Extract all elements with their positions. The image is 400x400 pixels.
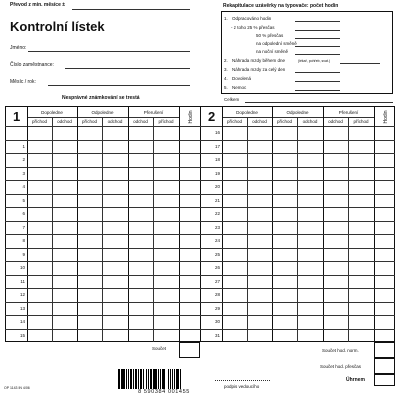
col-line (153, 117, 154, 342)
sum-label: Součet (152, 346, 167, 351)
row-number: 3 (22, 170, 25, 176)
sub-label: odchod (302, 119, 318, 124)
row-number: 31 (214, 332, 220, 338)
signature-line (215, 380, 270, 381)
row-line (200, 140, 395, 141)
table-divider (200, 106, 201, 342)
recap-item-2-note: (lékař, pohřeb, svat.) (298, 59, 331, 63)
group-line (222, 117, 374, 118)
row-number: 17 (214, 143, 220, 149)
row-number: 20 (214, 184, 220, 190)
row-line (200, 234, 395, 235)
page-title: Kontrolní lístek (10, 19, 105, 34)
recap-item-3: Náhrada mzdy za celý den (232, 67, 286, 72)
row-line (5, 234, 200, 235)
left-group-morning: Dopoledne (41, 110, 63, 115)
row-number: 7 (22, 224, 25, 230)
row-line (5, 153, 200, 154)
row-line (200, 221, 395, 222)
recap-item-1: Odpracováno hodin (232, 16, 272, 21)
row-line (200, 275, 395, 276)
employee-number-line (65, 68, 190, 69)
row-number: 10 (19, 265, 25, 271)
row-line (5, 167, 200, 168)
col-line (179, 106, 180, 358)
recap-item-25: - z toho 25 % přesčas (231, 25, 275, 30)
row-line (5, 207, 200, 208)
row-number: 13 (19, 305, 25, 311)
row-line (200, 329, 395, 330)
sum-box (179, 342, 200, 358)
recap-line (295, 81, 340, 82)
month-year-line (48, 85, 190, 86)
row-number: 4 (22, 184, 25, 190)
sum-norm-box (374, 342, 395, 358)
recap-line (295, 54, 340, 55)
grand-total-label: Úhrnem (346, 377, 365, 383)
sub-label: příchod (81, 119, 97, 124)
row-line (5, 261, 200, 262)
recap-item-2-no: 2. (224, 58, 228, 63)
recap-line (295, 21, 340, 22)
name-line (28, 51, 190, 52)
sub-label: příchod (31, 119, 47, 124)
left-hours-header: Hodin (188, 110, 194, 124)
recap-item-2: Náhrada mzdy během dne (232, 58, 286, 63)
recap-item-50: 50 % přesčas (256, 33, 284, 38)
sub-label: příchod (226, 119, 242, 124)
recap-item-4-no: 4. (224, 76, 228, 81)
right-group-afternoon: Odpoledne (286, 110, 309, 115)
sub-label: odchod (57, 119, 72, 124)
sub-label: odchod (107, 119, 123, 124)
row-line (200, 153, 395, 154)
col-line (77, 106, 78, 342)
right-group-morning: Dopoledne (236, 110, 258, 115)
sum-norm-label: Součet hod. norm. (322, 348, 359, 353)
sub-label: odchod (252, 119, 267, 124)
recap-line (295, 90, 340, 91)
row-line (200, 261, 395, 262)
recap-line (295, 38, 340, 39)
col-line (27, 106, 28, 342)
employee-number-label: Číslo zaměstnance: (10, 62, 54, 68)
col-line (52, 117, 53, 342)
row-line (5, 194, 200, 195)
left-group-afternoon: Odpoledne (91, 110, 114, 115)
row-number: 6 (22, 211, 25, 217)
row-number: 1 (22, 143, 25, 149)
block-2-number: 2 (208, 109, 216, 124)
row-number: 8 (22, 238, 25, 244)
header-bottom-line (5, 126, 395, 127)
row-line (5, 140, 200, 141)
row-number: 28 (214, 292, 220, 298)
group-line (27, 117, 179, 118)
row-number: 16 (214, 130, 220, 136)
recap-item-3-no: 3. (224, 67, 228, 72)
col-line (272, 106, 273, 342)
col-line (128, 106, 129, 342)
sub-label: příchod (353, 119, 369, 124)
row-number: 9 (22, 251, 25, 257)
row-number: 18 (214, 157, 220, 163)
row-number: 19 (214, 170, 220, 176)
row-number: 29 (214, 305, 220, 311)
incorrect-note: Nesprávné známkování se trestá (62, 95, 140, 101)
col-line (374, 106, 375, 342)
row-number: 21 (214, 197, 220, 203)
recap-line (340, 63, 380, 64)
col-line (102, 117, 103, 342)
row-line (5, 221, 200, 222)
sub-label: příchod (276, 119, 292, 124)
recap-total-line (245, 102, 393, 103)
col-line (222, 106, 223, 342)
row-number: 27 (214, 278, 220, 284)
block-1-number: 1 (13, 109, 21, 124)
signature-label: podpis vedoucího (224, 384, 260, 389)
col-line (348, 117, 349, 342)
recap-line (295, 72, 340, 73)
row-number: 24 (214, 238, 220, 244)
grand-total-box (374, 374, 395, 386)
row-line (5, 275, 200, 276)
barcode-bar (181, 369, 183, 389)
row-number: 11 (20, 278, 25, 284)
row-number: 26 (214, 265, 220, 271)
row-line (5, 302, 200, 303)
month-year-label: Měsíc / rok: (10, 79, 36, 85)
recap-item-afternoon: na odpolední směně (256, 41, 297, 46)
barcode (118, 369, 210, 389)
sum-over-label: Součet hod. přesčas (320, 364, 362, 369)
recap-item-1-no: 1. (224, 16, 228, 21)
row-line (200, 288, 395, 289)
name-label: Jméno: (10, 45, 27, 51)
row-number: 25 (214, 251, 220, 257)
recap-title: Rekapitulace uzávěrky na typovače: počet hodin (223, 3, 339, 9)
row-number: 2 (22, 157, 25, 163)
row-line (200, 302, 395, 303)
row-line (5, 329, 200, 330)
row-number: 22 (214, 211, 220, 217)
row-line (5, 288, 200, 289)
recap-item-4: Dovolená (232, 76, 252, 81)
row-line (5, 248, 200, 249)
row-line (5, 315, 200, 316)
left-group-break: Přerušení (143, 110, 164, 115)
row-number: 14 (19, 319, 25, 325)
row-line (200, 248, 395, 249)
row-line (200, 315, 395, 316)
row-number: 12 (19, 292, 25, 298)
row-number: 5 (22, 197, 25, 203)
recap-item-5-no: 5. (224, 85, 228, 90)
recap-item-night: na noční směně (256, 49, 289, 54)
row-number: 15 (19, 332, 25, 338)
barcode-digits: 8 590384 001455 (138, 389, 190, 395)
right-hours-header: Hodin (383, 110, 389, 124)
sub-label: odchod (133, 119, 148, 124)
right-group-break: Přerušení (338, 110, 359, 115)
recap-line (295, 46, 340, 47)
recap-line (295, 30, 340, 31)
row-number: 30 (214, 319, 220, 325)
sub-label: příchod (158, 119, 174, 124)
recap-total-label: Celkem (224, 97, 240, 102)
transfer-label: Převod z min. měsíce ± (10, 2, 65, 8)
row-line (5, 180, 200, 181)
row-number: 23 (214, 224, 220, 230)
transfer-line (72, 9, 190, 10)
row-line (200, 207, 395, 208)
sub-label: odchod (328, 119, 343, 124)
recap-item-5: Nemoc (232, 85, 247, 90)
col-line (297, 117, 298, 342)
row-line (200, 194, 395, 195)
row-line (200, 180, 395, 181)
col-line (247, 117, 248, 342)
row-line (200, 167, 395, 168)
form-code: OP 1143 IN 4/06 (4, 386, 30, 390)
sum-over-box (374, 358, 395, 374)
col-line (323, 106, 324, 342)
